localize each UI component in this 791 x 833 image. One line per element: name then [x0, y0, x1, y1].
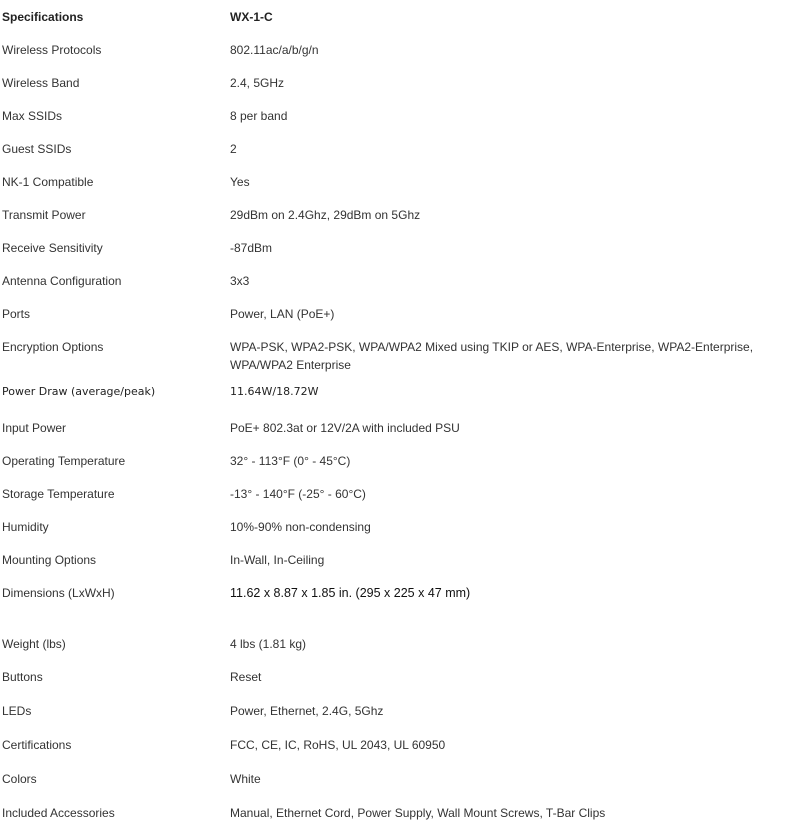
spec-label: Ports — [2, 307, 31, 321]
spec-value: Power, LAN (PoE+) — [230, 307, 335, 321]
spec-value: -13° - 140°F (-25° - 60°C) — [230, 487, 366, 501]
spec-value: In-Wall, In-Ceiling — [230, 553, 325, 567]
spec-value: 2.4, 5GHz — [230, 76, 285, 90]
spec-label: Dimensions (LxWxH) — [2, 586, 115, 600]
spec-label: Wireless Band — [2, 76, 80, 90]
spec-label: Power Draw (average/peak) — [2, 385, 156, 398]
spec-label: Certifications — [2, 738, 72, 752]
spec-label: Humidity — [2, 520, 49, 534]
spec-value: Manual, Ethernet Cord, Power Supply, Wall Mount Screws, T-Bar Clips — [230, 806, 606, 820]
spec-label: Transmit Power — [2, 208, 86, 222]
spec-label: Weight (lbs) — [2, 637, 66, 651]
spec-label: Receive Sensitivity — [2, 241, 103, 255]
spec-label: Guest SSIDs — [2, 142, 72, 156]
spec-label: Storage Temperature — [2, 487, 115, 501]
header-model: WX-1-C — [230, 10, 273, 24]
spec-label: Included Accessories — [2, 806, 115, 820]
spec-label: LEDs — [2, 704, 32, 718]
spec-label: Operating Temperature — [2, 454, 126, 468]
spec-value: FCC, CE, IC, RoHS, UL 2043, UL 60950 — [230, 738, 446, 752]
spec-label: Encryption Options — [2, 340, 104, 354]
spec-value: 32° - 113°F (0° - 45°C) — [230, 454, 351, 468]
spec-value: 3x3 — [230, 274, 250, 288]
spec-value: White — [230, 772, 261, 786]
spec-label: Mounting Options — [2, 553, 97, 567]
spec-label: Max SSIDs — [2, 109, 63, 123]
spec-value: 2 — [230, 142, 237, 156]
spec-value: 11.62 x 8.87 x 1.85 in. (295 x 225 x 47 mm) — [230, 586, 471, 600]
spec-value: 10%-90% non-condensing — [230, 520, 371, 534]
spec-label: Input Power — [2, 421, 67, 435]
spec-label: Colors — [2, 772, 37, 786]
spec-value: 802.11ac/a/b/g/n — [230, 43, 319, 57]
spec-value: 29dBm on 2.4Ghz, 29dBm on 5Ghz — [230, 208, 421, 222]
spec-label: Wireless Protocols — [2, 43, 102, 57]
spec-value: 8 per band — [230, 109, 288, 123]
spec-value: Yes — [230, 175, 250, 189]
spec-label: Buttons — [2, 670, 43, 684]
spec-value: 4 lbs (1.81 kg) — [230, 637, 307, 651]
spec-value: Power, Ethernet, 2.4G, 5Ghz — [230, 704, 384, 718]
spec-label: Antenna Configuration — [2, 274, 122, 288]
spec-value: 11.64W/18.72W — [230, 385, 319, 398]
spec-value: PoE+ 802.3at or 12V/2A with included PSU — [230, 421, 460, 435]
spec-label: NK-1 Compatible — [2, 175, 94, 189]
spec-value: Reset — [230, 670, 262, 684]
spec-value: WPA-PSK, WPA2-PSK, WPA/WPA2 Mixed using TKIP or AES, WPA-Enterprise, WPA2-Enterprise, WPA/WPA2 Enterprise — [230, 340, 754, 372]
spec-value: -87dBm — [230, 241, 273, 255]
header-label: Specifications — [2, 10, 84, 24]
